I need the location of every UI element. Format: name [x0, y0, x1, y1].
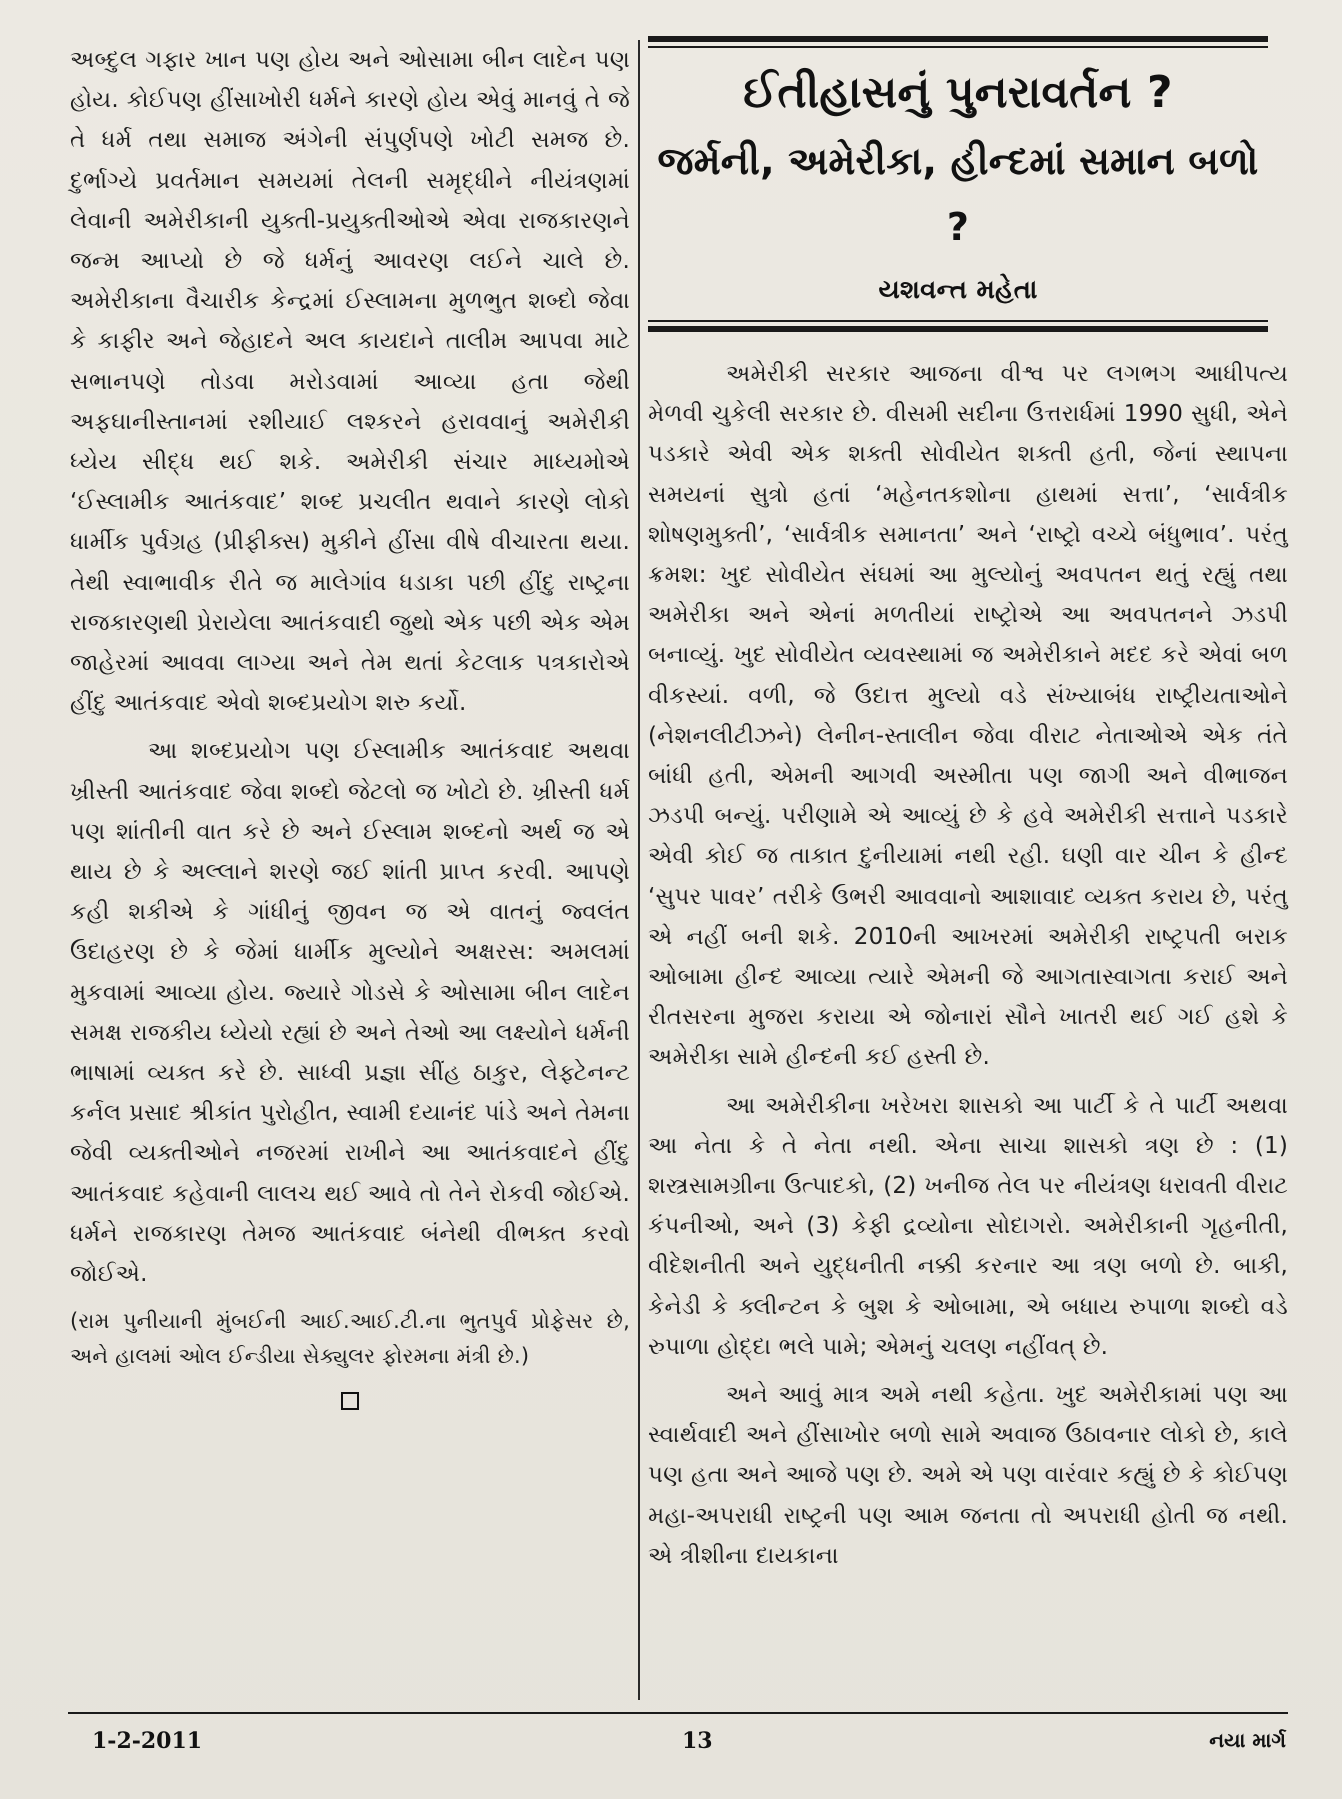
column-divider	[638, 40, 640, 1700]
header-rule-bottom-thin	[648, 320, 1268, 322]
article-author: યશવન્ત મહેતા	[878, 275, 1038, 305]
header-rule-top-thin	[648, 46, 1268, 48]
page-number: 13	[682, 1728, 713, 1754]
end-of-article-mark	[341, 1392, 359, 1410]
right-paragraph-2: આ અમેરીકીના ખરેખરા શાસકો આ પાર્ટી કે તે પાર્ટી અથવા આ નેતા કે તે નેતા નથી. એના સાચા શાસકો ત્રણ છે : (1) શસ્ત્રસામગ્રીના ઉત્પાદકો, (2) ખનીજ તેલ પર નીયંત્રણ ધરાવતી વીરાટ કંપનીઓ, અને (3) કેફી દ્રવ્યોના સોદાગરો. અમેરીકાની ગૃહનીતી, વીદેશનીતી અને યુદ્ધનીતી નક્કી કરનાર આ ત્રણ બળો છે. બાકી, કેનેડી કે ક્લીન્ટન કે બુશ કે ઓબામા, એ બધાય રુપાળા શબ્દો વડે રુપાળા હોદ્દા ભલે પામે; એમનું ચલણ નહીંવત્ છે.	[648, 1092, 1288, 1360]
article-header	[648, 36, 1268, 332]
footer-date: 1-2-2011	[92, 1728, 203, 1754]
left-paragraph-1: અબ્દુલ ગફાર ખાન પણ હોય અને ઓસામા બીન લાદેન પણ હોય. કોઈપણ હીંસાખોરી ધર્મને કારણે હોય એવું માનવું તે જે તે ધર્મ તથા સમાજ અંગેની સંપુર્ણપણે ખોટી સમજ છે. દુર્ભાગ્યે પ્રવર્તમાન સમયમાં તેલની સમૃદ્ધીને નીયંત્રણમાં લેવાની અમેરીકાની યુક્તી-પ્રયુક્તીઓએ એવા રાજકારણને જન્મ આપ્યો છે જે ધર્મનું આવરણ લઈને ચાલે છે. અમેરીકાના વૈચારીક કેન્દ્રમાં ઈસ્લામના મુળભુત શબ્દો જેવા કે કાફીર અને જેહાદને અલ કાયદાને તાલીમ આપવા માટે સભાનપણે તોડવા મરોડવામાં આવ્યા હતા જેથી અફઘાનીસ્તાનમાં રશીયાઈ લશ્કરને હરાવવાનું અમેરીકી ધ્યેય સીદ્ધ થઈ શકે. અમેરીકી સંચાર માધ્યમોએ ‘ઈસ્લામીક આતંકવાદ’ શબ્દ પ્રચલીત થવાને કારણે લોકો ધાર્મીક પુર્વગ્રહ (પ્રીફીક્સ) મુકીને હીંસા વીષે વીચારતા થયા. તેથી સ્વાભાવીક રીતે જ માલેગાંવ ધડાકા પછી હીંદુ રાષ્ટ્રના રાજકારણથી પ્રેરાયેલા આતંકવાદી જુથો એક પછી એક એમ જાહેરમાં આવવા લાગ્યા અને તેમ થતાં કેટલાક પત્રકારોએ હીંદુ આતંકવાદ એવો શબ્દપ્રયોગ શરુ કર્યો.	[70, 47, 630, 717]
left-paragraph-2: આ શબ્દપ્રયોગ પણ ઈસ્લામીક આતંકવાદ અથવા ખ્રીસ્તી આતંકવાદ જેવા શબ્દો જેટલો જ ખોટો છે. ખ્રીસ્તી ધર્મ પણ શાંતીની વાત કરે છે અને ઈસ્લામ શબ્દનો અર્થ જ એ થાય છે કે અલ્લાને શરણે જઈ શાંતી પ્રાપ્ત કરવી. આપણે કહી શકીએ કે ગાંધીનું જીવન જ એ વાતનું જ્વલંત ઉદાહરણ છે કે જેમાં ધાર્મીક મુલ્યોને અક્ષરસ: અમલમાં મુકવામાં આવ્યા હોય. જ્યારે ગોડસે કે ઓસામા બીન લાદેન સમક્ષ રાજકીય ધ્યેયો રહ્યાં છે અને તેઓ આ લક્ષ્યોને ધર્મની ભાષામાં વ્યક્ત કરે છે. સાધ્વી પ્રજ્ઞા સીંહ ઠાકુર, લેફ્ટેનન્ટ કર્નલ પ્રસાદ શ્રીકાંત પુરોહીત, સ્વામી દયાનંદ પાંડે અને તેમના જેવી વ્યક્તીઓને નજરમાં રાખીને આ આતંકવાદને હીંદુ આતંકવાદ કહેવાની લાલચ થઈ આવે તો તેને રોકવી જોઈએ. ધર્મને રાજકારણ તેમજ આતંકવાદ બંનેથી વીભક્ત કરવો જોઈએ.	[70, 738, 630, 1288]
header-rule-bottom	[648, 326, 1268, 332]
publication-name: નયા માર્ગ	[1209, 1728, 1286, 1752]
right-paragraph-3: અને આવું માત્ર અમે નથી કહેતા. ખુદ અમેરીકામાં પણ આ સ્વાર્થવાદી અને હીંસાખોર બળો સામે અવાજ ઉઠાવનાર લોકો છે, કાલે પણ હતા અને આજે પણ છે. અમે એ પણ વારંવાર કહ્યું છે કે કોઈપણ મહા-અપરાધી રાષ્ટ્રની પણ આમ જનતા તો અપરાધી હોતી જ નથી. એ ત્રીશીના દાયકાના	[648, 1382, 1288, 1569]
right-column	[648, 36, 1288, 1576]
author-note: (રામ પુનીયાની મુંબઈની આઈ.આઈ.ટી.ના ભુતપુર્વ પ્રોફેસર છે, અને હાલમાં ઓલ ઈન્ડીયા સેક્યુલર ફોરમના મંત્રી છે.)	[70, 1309, 630, 1369]
right-paragraph-1: અમેરીકી સરકાર આજના વીશ્વ પર લગભગ આધીપત્ય મેળવી ચુકેલી સરકાર છે. વીસમી સદીના ઉત્તરાર્ધમાં 1990 સુધી, એને પડકારે એવી એક શક્તી સોવીયેત શક્તી હતી, જેનાં સ્થાપના સમયનાં સુત્રો હતાં ‘મહેનતકશોના હાથમાં સત્તા’, ‘સાર્વત્રીક શોષણમુક્તી’, ‘સાર્વત્રીક સમાનતા’ અને ‘રાષ્ટ્રો વચ્ચે બંધુભાવ’. પરંતુ ક્રમશ: ખુદ સોવીયેત સંઘમાં આ મુલ્યોનું અવપતન થતું રહ્યું તથા અમેરીકા અને એનાં મળતીયાં રાષ્ટ્રોએ આ અવપતનને ઝડપી બનાવ્યું. ખુદ સોવીયેત વ્યવસ્થામાં જ અમેરીકાને મદદ કરે એવાં બળ વીકસ્યાં. વળી, જે ઉદાત્ત મુલ્યો વડે સંખ્યાબંધ રાષ્ટ્રીયતાઓને (નેશનલીટીઝને) લેનીન-સ્તાલીન જેવા વીરાટ નેતાઓએ એક તંતે બાંધી હતી, એમની આગવી અસ્મીતા પણ જાગી અને વીભાજન ઝડપી બન્યું. પરીણામે એ આવ્યું છે કે હવે અમેરીકી સત્તાને પડકારે એવી કોઈ જ તાકાત દુનીયામાં નથી રહી. ઘણી વાર ચીન કે હીન્દ ‘સુપર પાવર’ તરીકે ઉભરી આવવાનો આશાવાદ વ્યક્ત કરાય છે, પરંતુ એ નહીં બની શકે. 2010ની આખરમાં અમેરીકી રાષ્ટ્રપતી બરાક ઓબામા હીન્દ આવ્યા ત્યારે એમની જે આગતાસ્વાગતા કરાઈ અને રીતસરના મુજરા કરાયા એ જોનારાં સૌને ખાતરી થઈ ગઈ હશે કે અમેરીકા સામે હીન્દની કઈ હસ્તી છે.	[648, 361, 1288, 1071]
right-body	[648, 354, 1288, 1576]
article-subtitle: જર્મની, અમેરીકા, હીન્દમાં સમાન બળો ?	[657, 139, 1259, 249]
left-column	[70, 40, 630, 1410]
footer-rule	[68, 1712, 1288, 1714]
article-title: ઈતીહાસનું પુનરાવર્તન ?	[743, 67, 1173, 118]
header-rule-top	[648, 36, 1268, 42]
